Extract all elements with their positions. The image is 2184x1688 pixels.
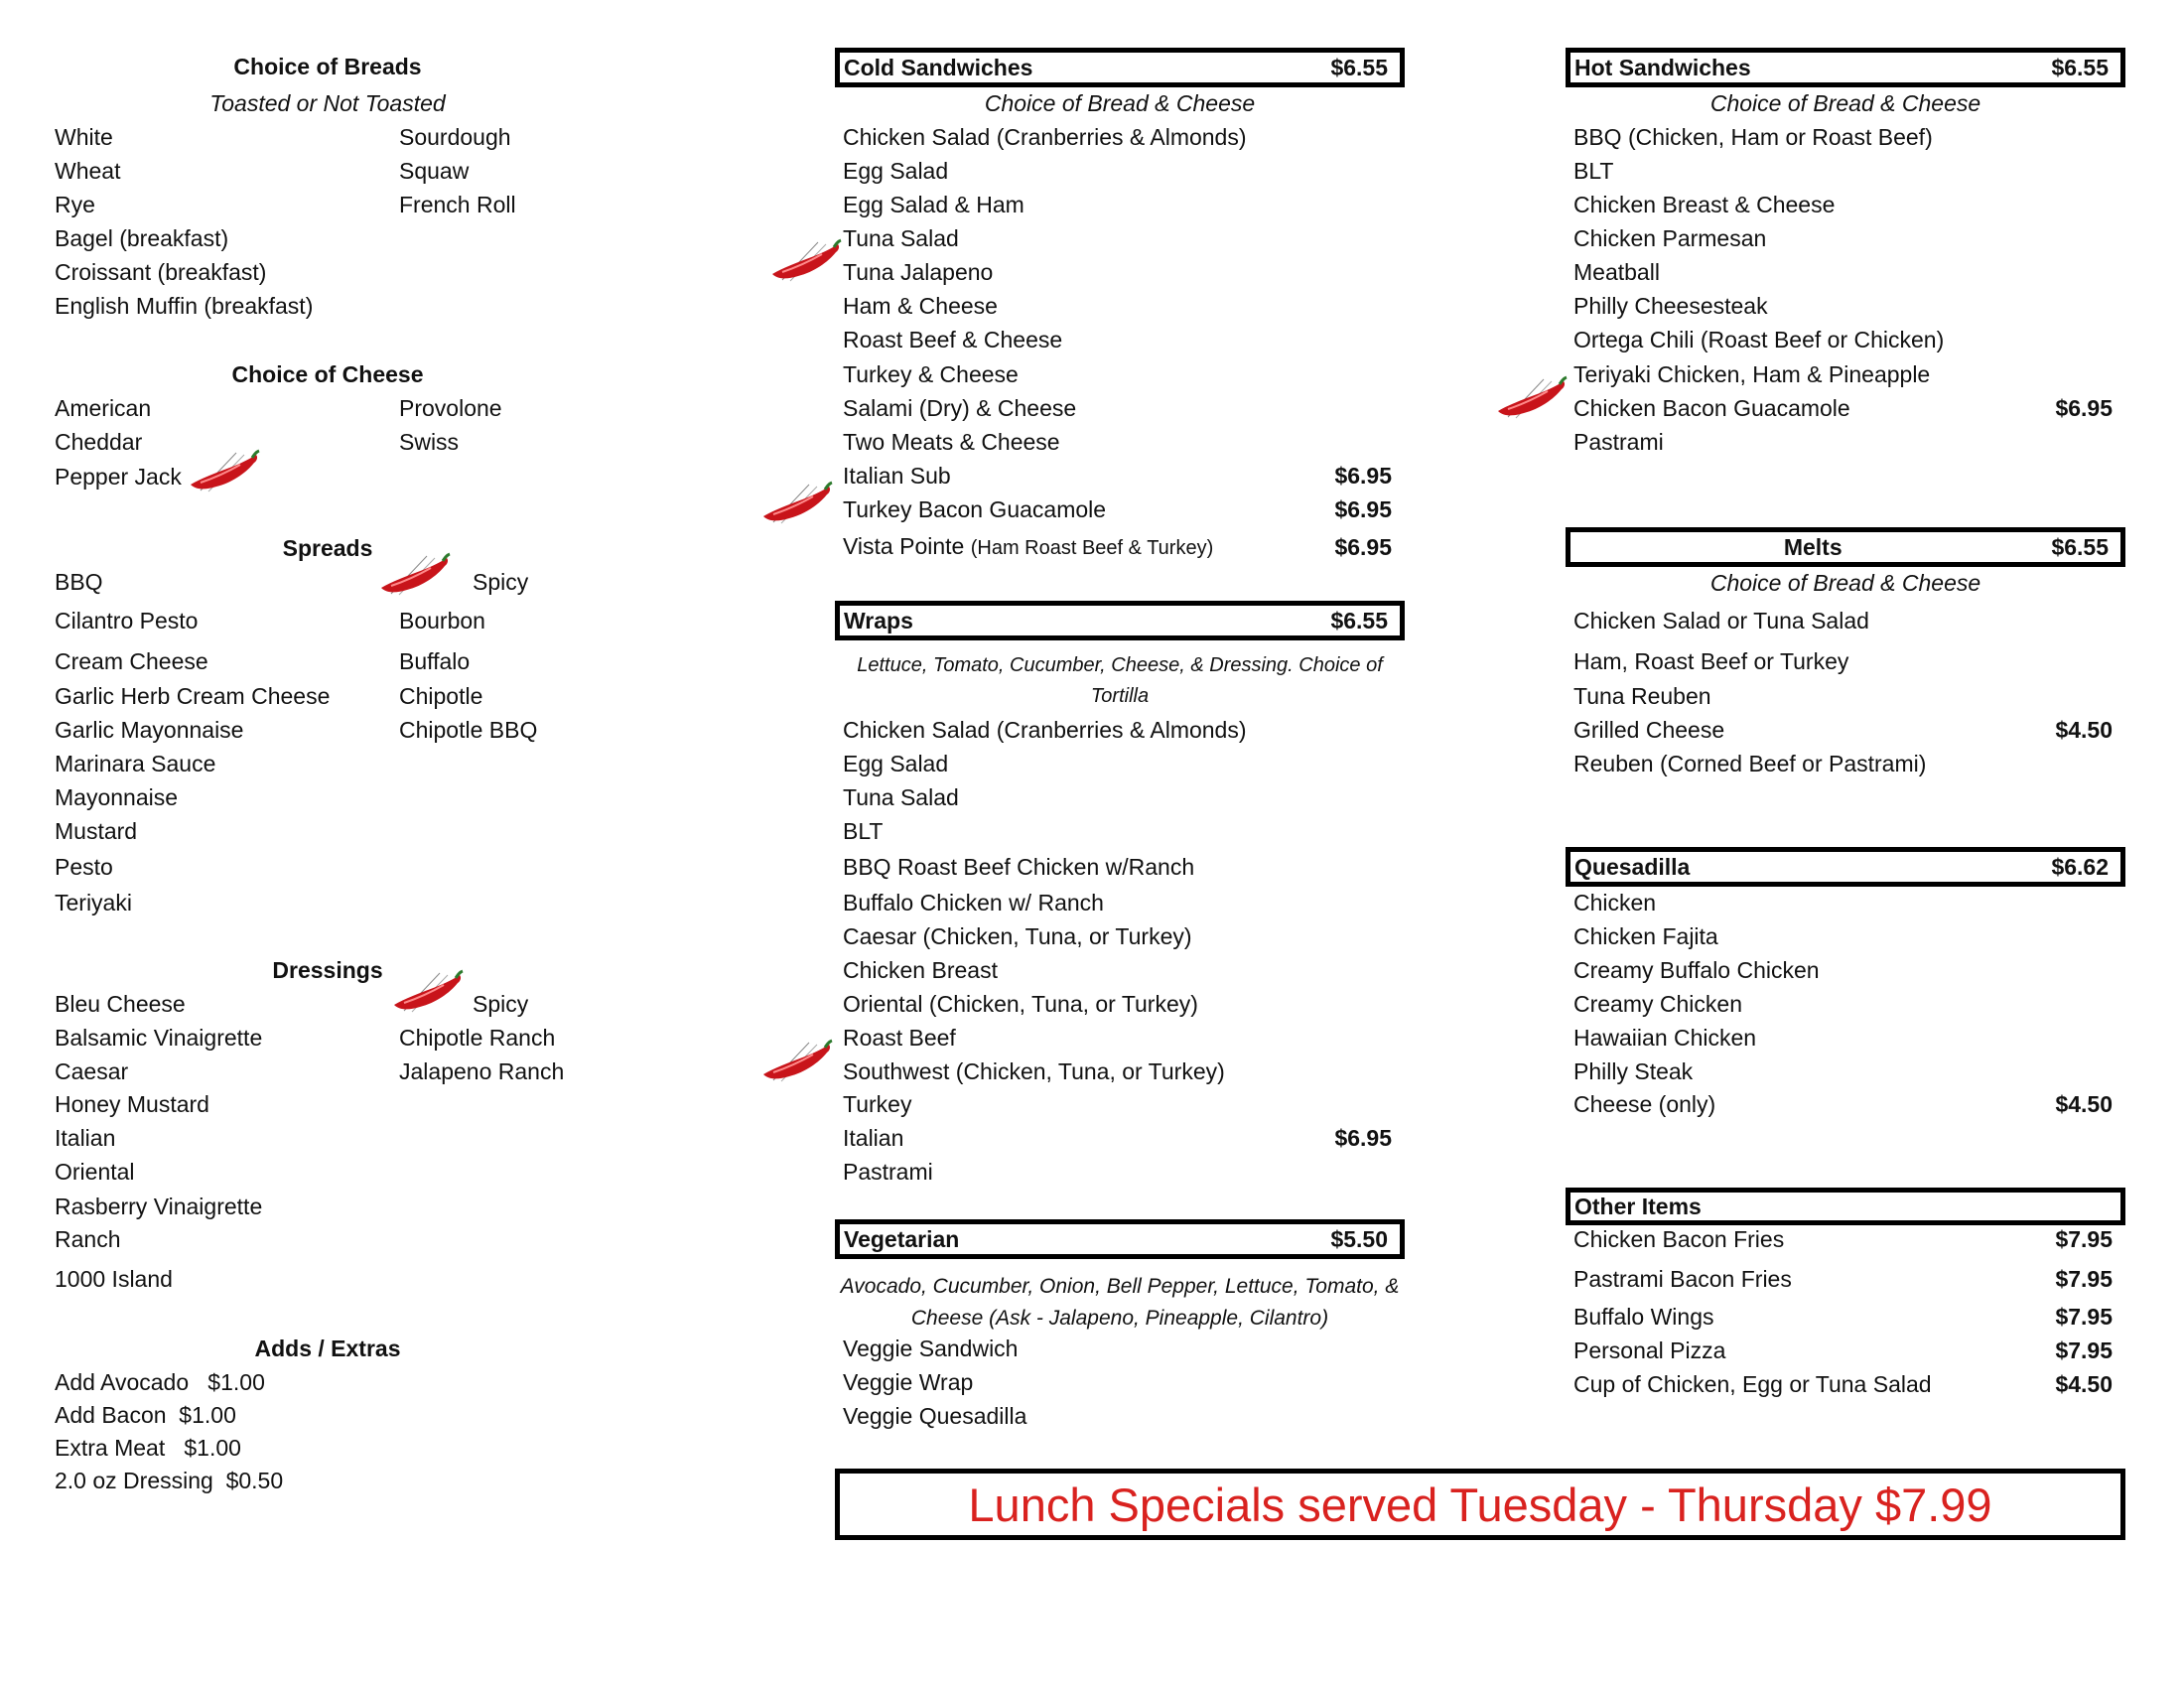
- list-item: Egg Salad: [843, 158, 949, 184]
- list-item: 2.0 oz Dressing $0.50: [55, 1468, 284, 1493]
- item-price: $7.95: [2055, 1226, 2113, 1252]
- list-item: Extra Meat $1.00: [55, 1435, 241, 1461]
- banner-text: Lunch Specials served Tuesday - Thursday $7.99: [968, 1477, 1992, 1531]
- section-title: Melts: [1783, 533, 1843, 560]
- list-item: Spicy: [473, 569, 529, 595]
- section-price: $6.55: [1330, 607, 1388, 633]
- list-item: Oriental (Chicken, Tuna, or Turkey): [843, 991, 1198, 1017]
- melts-subheading: Choice of Bread & Cheese: [1709, 570, 1981, 596]
- breads-subheading: Toasted or Not Toasted: [209, 90, 446, 116]
- wraps-header: [835, 601, 1405, 640]
- item-price: $7.95: [2055, 1266, 2113, 1292]
- spreads-heading: Spreads: [282, 535, 373, 561]
- list-item: Pastrami Bacon Fries: [1573, 1266, 1792, 1292]
- item-price: $6.95: [1334, 496, 1392, 522]
- list-item: Add Avocado $1.00: [55, 1369, 265, 1395]
- list-item: Honey Mustard: [55, 1091, 209, 1117]
- list-item: Rasberry Vinaigrette: [55, 1194, 263, 1219]
- list-item: Balsamic Vinaigrette: [55, 1025, 263, 1051]
- list-item: Buffalo Chicken w/ Ranch: [843, 890, 1104, 915]
- list-item: Provolone: [399, 395, 502, 421]
- list-item: BLT: [1573, 158, 1614, 184]
- item-detail: (Ham Roast Beef & Turkey): [970, 537, 1214, 559]
- list-item: Chipotle Ranch: [399, 1025, 556, 1051]
- cold-sandwiches-header: [835, 48, 1405, 87]
- list-item: Tuna Jalapeno: [843, 259, 994, 285]
- item-price: $4.50: [2055, 1371, 2113, 1397]
- list-item: Cilantro Pesto: [55, 608, 199, 633]
- list-item: 1000 Island: [55, 1266, 173, 1292]
- list-item: Pastrami: [843, 1159, 933, 1185]
- wraps-description: Lettuce, Tomato, Cucumber, Cheese, & Dressing. Choice of Tortilla: [857, 654, 1383, 707]
- hot-subheading: Choice of Bread & Cheese: [1709, 90, 1981, 116]
- list-item: Bagel (breakfast): [55, 225, 229, 251]
- breads-heading: Choice of Breads: [233, 54, 422, 79]
- list-item: Chicken Breast & Cheese: [1573, 192, 1836, 217]
- item-price: $7.95: [2055, 1304, 2113, 1330]
- list-item: Chicken Bacon Guacamole: [1573, 395, 1850, 421]
- list-item: Chipotle: [399, 683, 483, 709]
- list-item: White: [55, 124, 113, 150]
- list-item: Tuna Salad: [843, 784, 959, 810]
- chili-pepper-icon: [377, 552, 451, 596]
- list-item: Salami (Dry) & Cheese: [843, 395, 1077, 421]
- list-item: Reuben (Corned Beef or Pastrami): [1573, 751, 1927, 776]
- cold-subheading: Choice of Bread & Cheese: [984, 90, 1256, 116]
- list-item: Chicken Salad (Cranberries & Almonds): [843, 124, 1247, 150]
- lunch-specials-banner: [835, 1469, 2125, 1540]
- item-price: $6.95: [1334, 1125, 1392, 1151]
- list-item: Chicken Breast: [843, 957, 998, 983]
- chili-pepper-icon: [759, 1039, 833, 1082]
- list-item: Chicken Salad (Cranberries & Almonds): [843, 717, 1247, 743]
- list-item: BLT: [843, 818, 884, 844]
- list-item: Squaw: [399, 158, 470, 184]
- list-item: Grilled Cheese: [1573, 717, 1725, 743]
- chili-pepper-icon: [1494, 375, 1568, 419]
- list-item: BBQ (Chicken, Ham or Roast Beef): [1573, 124, 1933, 150]
- list-item: Garlic Mayonnaise: [55, 717, 244, 743]
- list-item: Teriyaki: [55, 890, 132, 915]
- list-item: Marinara Sauce: [55, 751, 216, 776]
- list-item: Caesar: [55, 1058, 129, 1084]
- list-item: Italian: [55, 1125, 116, 1151]
- list-item: Turkey Bacon Guacamole: [843, 496, 1107, 522]
- chili-pepper-icon: [768, 238, 842, 282]
- list-item: Oriental: [55, 1159, 135, 1185]
- item-price: $4.50: [2055, 717, 2113, 743]
- list-item: Garlic Herb Cream Cheese: [55, 683, 331, 709]
- section-title: Other Items: [1574, 1193, 1702, 1219]
- list-item: Veggie Quesadilla: [843, 1403, 1027, 1429]
- list-item: Chipotle BBQ: [399, 717, 538, 743]
- list-item: [843, 531, 1213, 563]
- section-price: $6.55: [2051, 533, 2109, 560]
- list-item: Cream Cheese: [55, 648, 208, 674]
- section-price: $6.62: [2051, 853, 2109, 880]
- extras-heading: Adds / Extras: [254, 1336, 401, 1361]
- section-price: $5.50: [1330, 1225, 1388, 1252]
- list-item: Southwest (Chicken, Tuna, or Turkey): [843, 1058, 1225, 1084]
- list-item: Mustard: [55, 818, 138, 844]
- list-item: Wheat: [55, 158, 121, 184]
- section-title: Cold Sandwiches: [844, 54, 1033, 80]
- list-item: Chicken Parmesan: [1573, 225, 1767, 251]
- list-item: Ortega Chili (Roast Beef or Chicken): [1573, 327, 1945, 352]
- melts-header: [1566, 527, 2125, 567]
- list-item: Turkey & Cheese: [843, 361, 1019, 387]
- list-item: American: [55, 395, 152, 421]
- list-item: Roast Beef: [843, 1025, 956, 1051]
- vegetarian-header: [835, 1219, 1405, 1259]
- list-item: Swiss: [399, 429, 460, 455]
- list-item: BBQ: [55, 569, 103, 595]
- list-item: Bourbon: [399, 608, 485, 633]
- list-item: Veggie Wrap: [843, 1369, 974, 1395]
- list-item: Egg Salad & Ham: [843, 192, 1024, 217]
- list-item: Pastrami: [1573, 429, 1664, 455]
- list-item: Pesto: [55, 854, 113, 880]
- list-item: Cheddar: [55, 429, 143, 455]
- hot-sandwiches-header: [1566, 48, 2125, 87]
- section-title: Quesadilla: [1574, 853, 1691, 880]
- list-item: Philly Steak: [1573, 1058, 1694, 1084]
- section-price: $6.55: [1330, 54, 1388, 80]
- list-item: Mayonnaise: [55, 784, 179, 810]
- dressings-heading: Dressings: [272, 957, 383, 983]
- list-item: Meatball: [1573, 259, 1660, 285]
- section-title: Hot Sandwiches: [1574, 54, 1751, 80]
- chili-pepper-icon: [187, 449, 260, 492]
- list-item: Cup of Chicken, Egg or Tuna Salad: [1573, 1371, 1932, 1397]
- list-item: Personal Pizza: [1573, 1337, 1726, 1363]
- item-price: $6.95: [1334, 534, 1392, 560]
- item-price: $6.95: [2055, 395, 2113, 421]
- section-title: Vegetarian: [844, 1225, 960, 1252]
- list-item: Ham, Roast Beef or Turkey: [1573, 648, 1849, 674]
- item-price: $6.95: [1334, 463, 1392, 489]
- quesadilla-header: [1566, 847, 2125, 887]
- list-item: Italian: [843, 1125, 904, 1151]
- item-name: Vista Pointe: [843, 533, 965, 559]
- list-item: Bleu Cheese: [55, 991, 186, 1017]
- list-item: Veggie Sandwich: [843, 1336, 1019, 1361]
- section-price: $6.55: [2051, 54, 2109, 80]
- list-item: Sourdough: [399, 124, 511, 150]
- list-item: English Muffin (breakfast): [55, 293, 314, 319]
- list-item: Creamy Buffalo Chicken: [1573, 957, 1820, 983]
- list-item: Ranch: [55, 1226, 121, 1252]
- other-items-header: [1566, 1188, 2125, 1225]
- chili-pepper-icon: [390, 969, 464, 1013]
- list-item: Ham & Cheese: [843, 293, 998, 319]
- list-item: Spicy: [473, 991, 529, 1017]
- list-item: Jalapeno Ranch: [399, 1058, 565, 1084]
- cheese-heading: Choice of Cheese: [231, 361, 424, 387]
- list-item: Philly Cheesesteak: [1573, 293, 1768, 319]
- list-item: Buffalo: [399, 648, 471, 674]
- list-item: Chicken: [1573, 890, 1657, 915]
- list-item: Egg Salad: [843, 751, 949, 776]
- item-price: $4.50: [2055, 1091, 2113, 1117]
- list-item: Chicken Fajita: [1573, 923, 1718, 949]
- list-item: Two Meats & Cheese: [843, 429, 1060, 455]
- list-item: Caesar (Chicken, Tuna, or Turkey): [843, 923, 1192, 949]
- list-item: Chicken Salad or Tuna Salad: [1573, 608, 1869, 633]
- list-item: French Roll: [399, 192, 516, 217]
- list-item: BBQ Roast Beef Chicken w/Ranch: [843, 854, 1195, 880]
- chili-pepper-icon: [759, 481, 833, 524]
- vegetarian-description: Avocado, Cucumber, Onion, Bell Pepper, Lettuce, Tomato, & Cheese (Ask - Jalapeno, Pineapple, Cilantro): [840, 1275, 1400, 1330]
- list-item: Croissant (breakfast): [55, 259, 267, 285]
- list-item: Pepper Jack: [55, 464, 182, 490]
- list-item: Creamy Chicken: [1573, 991, 1742, 1017]
- list-item: Buffalo Wings: [1573, 1304, 1714, 1330]
- list-item: Italian Sub: [843, 463, 951, 489]
- list-item: Add Bacon $1.00: [55, 1402, 236, 1428]
- list-item: Cheese (only): [1573, 1091, 1716, 1117]
- list-item: Turkey: [843, 1091, 912, 1117]
- list-item: Chicken Bacon Fries: [1573, 1226, 1785, 1252]
- list-item: Rye: [55, 192, 95, 217]
- list-item: Tuna Salad: [843, 225, 959, 251]
- list-item: Tuna Reuben: [1573, 683, 1711, 709]
- item-price: $7.95: [2055, 1337, 2113, 1363]
- section-title: Wraps: [844, 607, 913, 633]
- list-item: Hawaiian Chicken: [1573, 1025, 1757, 1051]
- list-item: Roast Beef & Cheese: [843, 327, 1063, 352]
- list-item: Teriyaki Chicken, Ham & Pineapple: [1573, 361, 1931, 387]
